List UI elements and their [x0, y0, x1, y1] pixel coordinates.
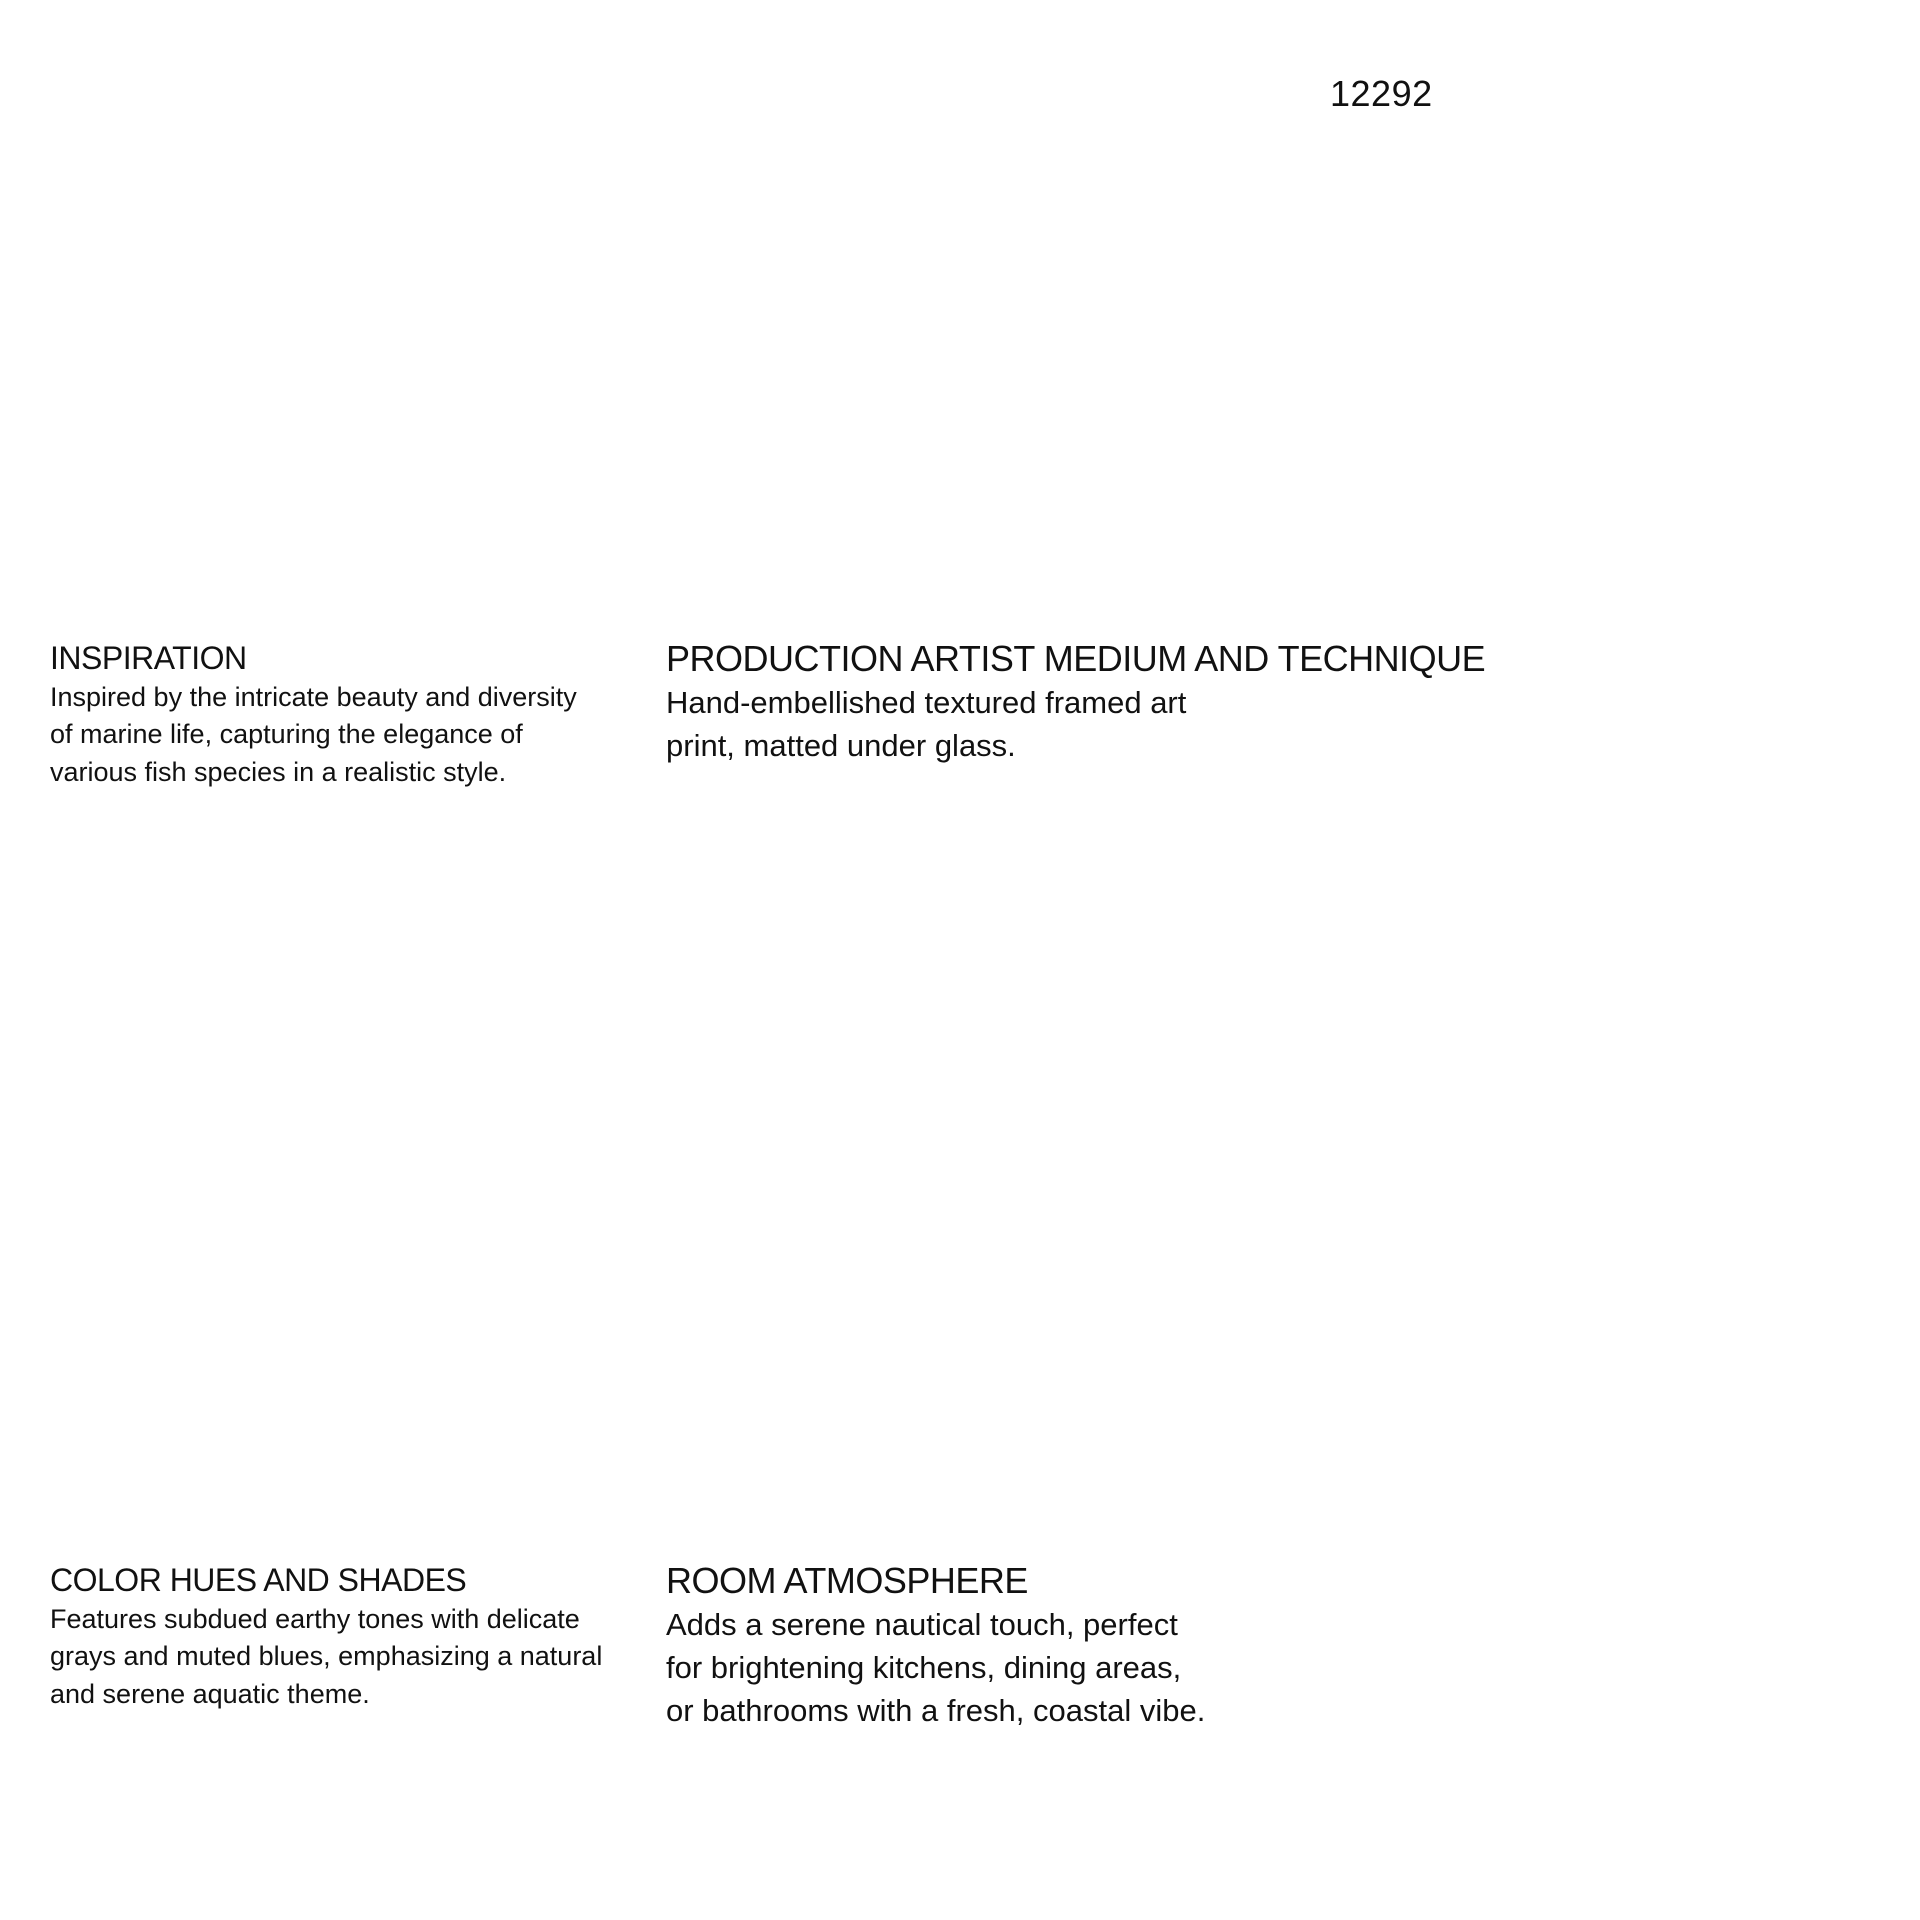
room-atmosphere-body: Adds a serene nautical touch, perfect for brightening kitchens, dining areas, or bathrooms with a fresh, coastal vibe.: [666, 1607, 1206, 1729]
color-hues-body: Features subdued earthy tones with delicate grays and muted blues, emphasizing a natural and serene aquatic theme.: [50, 1603, 603, 1709]
inspiration-body: Inspired by the intricate beauty and diversity of marine life, capturing the elegance of various fish species in a realistic style.: [50, 681, 577, 787]
room-atmosphere-section: [666, 1560, 1566, 1732]
inspiration-heading: INSPIRATION: [50, 640, 247, 676]
color-hues-heading: COLOR HUES AND SHADES: [50, 1562, 467, 1598]
inspiration-section: [50, 640, 640, 791]
medium-technique-heading: PRODUCTION ARTIST MEDIUM AND TECHNIQUE: [666, 638, 1486, 679]
medium-technique-section: [666, 638, 1566, 767]
color-hues-section: [50, 1562, 650, 1713]
room-atmosphere-heading: ROOM ATMOSPHERE: [666, 1560, 1028, 1601]
medium-technique-body: Hand-embellished textured framed art print, matted under glass.: [666, 685, 1187, 764]
page-number: 12292: [1330, 73, 1433, 114]
